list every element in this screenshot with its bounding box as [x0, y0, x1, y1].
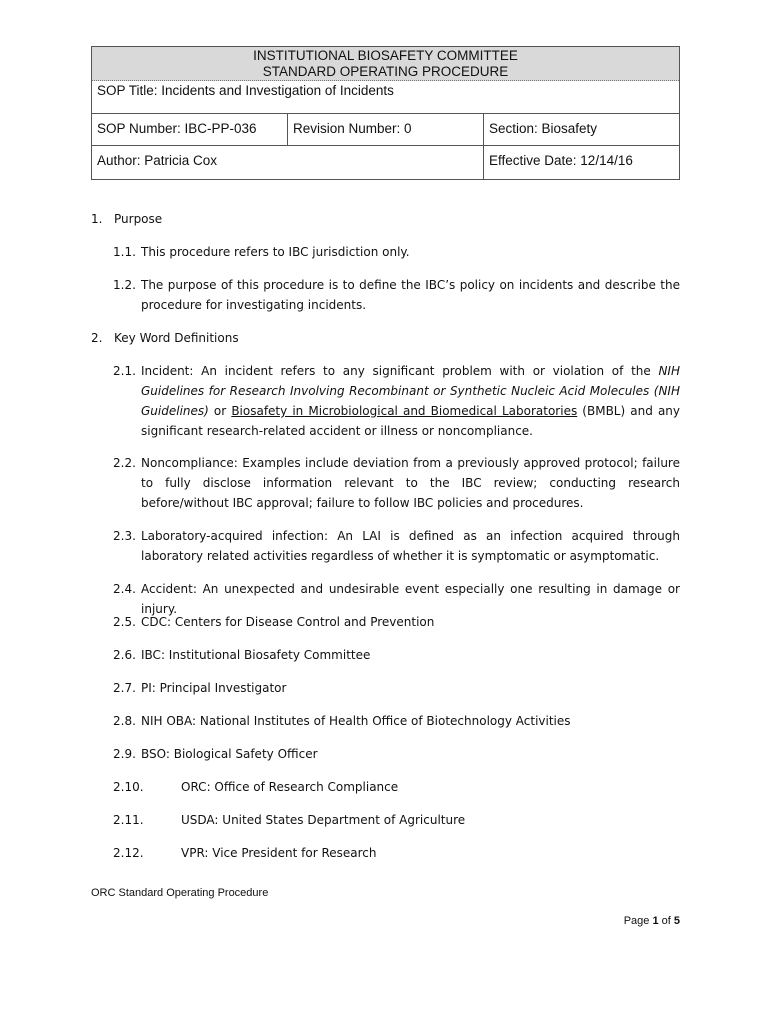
item-text-part: Incident: An incident refers to any significant problem with or violation of the — [141, 364, 659, 378]
item-text — [141, 361, 680, 441]
sop-title-row — [92, 81, 679, 113]
header-title-line2: STANDARD OPERATING PROCEDURE — [262, 64, 509, 79]
page-current: 1 — [652, 915, 659, 927]
list-item — [113, 744, 680, 764]
page-number — [624, 915, 680, 927]
item-number: 2.1. — [113, 364, 136, 378]
item-text-part: or — [208, 404, 232, 418]
section-number: 2. — [91, 331, 103, 345]
item-number: 1.2. — [113, 278, 136, 292]
item-text: The purpose of this procedure is to define the IBC’s policy on incidents and describe the procedure for investigating incidents. — [141, 278, 680, 312]
item-text: NIH OBA: National Institutes of Health Office of Biotechnology Activities — [141, 714, 571, 728]
footer-label: ORC Standard Operating Procedure — [91, 887, 269, 899]
item-text: IBC: Institutional Biosafety Committee — [141, 648, 371, 662]
item-number: 2.2. — [113, 456, 136, 470]
item-number: 2.8. — [113, 714, 136, 728]
item-text: This procedure refers to IBC jurisdiction only. — [141, 245, 410, 259]
section-1-heading — [91, 209, 162, 229]
item-number: 2.10. — [113, 780, 144, 794]
list-item — [113, 711, 680, 731]
page-prefix: Page — [623, 915, 653, 927]
revision-number: Revision Number: 0 — [288, 114, 484, 145]
item-number: 2.5. — [113, 615, 136, 629]
list-item — [113, 361, 680, 441]
item-text: VPR: Vice President for Research — [181, 846, 377, 860]
item-text: Accident: An unexpected and undesirable event especially one resulting in damage or injury. — [141, 582, 680, 616]
header-title-line1: INSTITUTIONAL BIOSAFETY COMMITTEE — [253, 48, 518, 63]
list-item — [113, 612, 680, 632]
section-number: 1. — [91, 212, 103, 226]
item-number: 2.7. — [113, 681, 136, 695]
item-text: Laboratory-acquired infection: An LAI is defined as an infection acquired through laboratory related activities regardless of whether it is symptomatic or asymptomatic. — [141, 529, 680, 563]
list-item — [113, 645, 680, 665]
nih-guidelines-title: NIH Guidelines for Research Involving Recombinant or Synthetic Nucleic Acid Molecules (NIH Guidelines) — [141, 364, 680, 418]
item-text: Noncompliance: Examples include deviation from a previously approved protocol; failure to fully disclose information relevant to the IBC review; conducting research before/without IBC approval; failure to follow IBC policies and procedures. — [141, 456, 680, 510]
page-of: of — [658, 915, 674, 927]
author: Author: Patricia Cox — [92, 146, 484, 179]
sop-number: SOP Number: IBC-PP-036 — [92, 114, 288, 145]
item-number: 2.12. — [113, 846, 144, 860]
list-item — [113, 843, 680, 863]
page-total: 5 — [673, 915, 680, 927]
item-text: CDC: Centers for Disease Control and Prevention — [141, 615, 435, 629]
header-title — [92, 47, 679, 81]
sop-number-row — [92, 113, 679, 145]
item-text: ORC: Office of Research Compliance — [181, 780, 399, 794]
item-text-part: (BMBL) and any significant research-related accident or illness or noncompliance. — [141, 404, 681, 438]
item-number: 2.3. — [113, 529, 136, 543]
list-item — [113, 678, 680, 698]
item-text: USDA: United States Department of Agriculture — [181, 813, 466, 827]
item-number: 2.4. — [113, 582, 136, 596]
item-text: PI: Principal Investigator — [141, 681, 287, 695]
section: Section: Biosafety — [489, 121, 598, 136]
list-item — [113, 526, 680, 566]
list-item — [113, 242, 680, 262]
section-title: Purpose — [114, 212, 163, 226]
sop-header-table — [91, 46, 680, 180]
bmbl-title: Biosafety in Microbiological and Biomedical Laboratories — [231, 404, 578, 418]
effective-date: Effective Date: 12/14/16 — [489, 153, 633, 168]
section-2-heading — [91, 328, 239, 348]
author-row — [92, 145, 679, 179]
item-number: 2.11. — [113, 813, 144, 827]
item-number: 1.1. — [113, 245, 136, 259]
list-item — [113, 777, 680, 797]
item-text: BSO: Biological Safety Officer — [141, 747, 318, 761]
list-item — [113, 810, 680, 830]
list-item — [113, 275, 680, 315]
item-number: 2.6. — [113, 648, 136, 662]
section-title: Key Word Definitions — [114, 331, 239, 345]
list-item — [113, 453, 680, 513]
item-number: 2.9. — [113, 747, 136, 761]
sop-title: SOP Title: Incidents and Investigation of Incidents — [97, 83, 394, 98]
